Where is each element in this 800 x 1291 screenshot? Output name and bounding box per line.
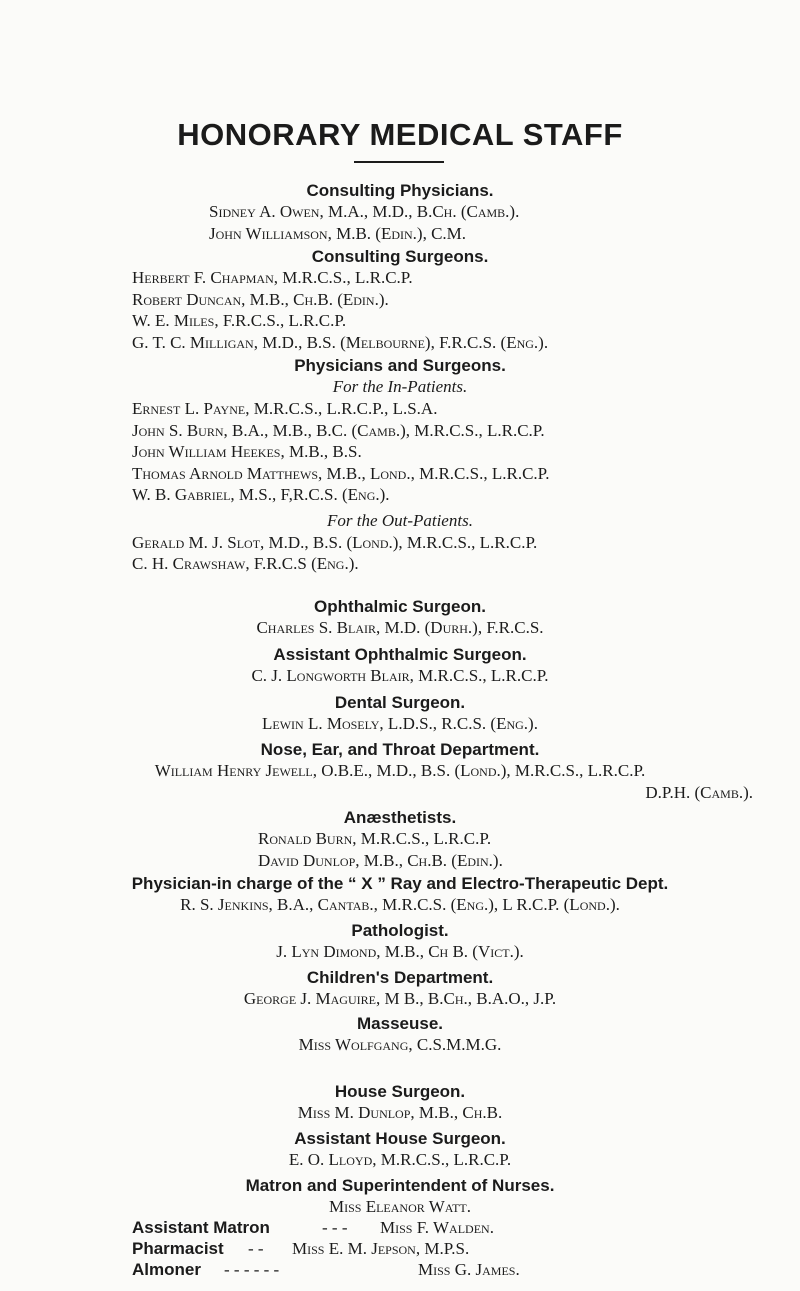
staff-line: Herbert F. Chapman, M.R.C.S., L.R.C.P. <box>132 268 413 287</box>
section-house-surgeon <box>0 1081 800 1124</box>
staff-line: Gerald M. J. Slot, M.D., B.S. (Lond.), M.R.C.S., L.R.C.P. <box>132 532 538 552</box>
row-value: Miss F. Walden. <box>380 1218 494 1237</box>
section-heading: Consulting Surgeons. <box>311 247 489 266</box>
section-heading: Pathologist. <box>351 921 449 940</box>
section-heading: Masseuse. <box>357 1014 443 1033</box>
staff-line: George J. Maguire, M B., B.Ch., B.A.O., J.P. <box>243 989 557 1008</box>
section-physicians-surgeons <box>0 355 800 575</box>
staff-line: C. H. Crawshaw, F.R.C.S (Eng.). <box>132 554 359 573</box>
row-leader: - - - <box>322 1218 348 1237</box>
row-leader: - - <box>248 1239 264 1258</box>
staff-line: C. J. Longworth Blair, M.R.C.S., L.R.C.P. <box>251 666 549 685</box>
row-value: Miss E. M. Jepson, M.P.S. <box>292 1239 470 1258</box>
row-label: Assistant Matron <box>132 1218 270 1237</box>
page-title: HONORARY MEDICAL STAFF <box>177 117 623 152</box>
section-heading: Children's Department. <box>306 968 494 987</box>
section-anaesthetists <box>0 807 800 871</box>
section-heading: Assistant Ophthalmic Surgeon. <box>273 645 527 664</box>
staff-line: David Dunlop, M.B., Ch.B. (Edin.). <box>258 850 503 870</box>
staff-line: Robert Duncan, M.B., Ch.B. (Edin.). <box>132 289 389 309</box>
section-heading: House Surgeon. <box>334 1082 466 1101</box>
staff-line: E. O. Lloyd, M.R.C.S., L.R.C.P. <box>288 1150 512 1169</box>
staff-line: Lewin L. Mosely, L.D.S., R.C.S. (Eng.). <box>262 714 538 733</box>
staff-line: John William Heekes, M.B., B.S. <box>132 442 362 461</box>
section-heading: Nose, Ear, and Throat Department. <box>260 740 540 759</box>
in-patients-label: For the In-Patients. <box>332 377 468 396</box>
staff-line: John Williamson, M.B. (Edin.), C.M. <box>209 223 467 243</box>
section-pathologist <box>0 920 800 963</box>
section-heading: Consulting Physicians. <box>306 181 494 200</box>
staff-line: J. Lyn Dimond, M.B., Ch B. (Vict.). <box>276 942 524 961</box>
staff-line: W. B. Gabriel, M.S., F,R.C.S. (Eng.). <box>132 485 390 504</box>
section-nose-ear-throat <box>0 739 800 803</box>
section-childrens-department <box>0 967 800 1010</box>
staff-row-assistant-matron <box>132 1217 692 1238</box>
section-heading: Assistant House Surgeon. <box>294 1129 506 1148</box>
section-heading: Physician-in charge of the “ X ” Ray and Electro-Therapeutic Dept. <box>131 874 669 893</box>
staff-line-continuation: D.P.H. (Camb.). <box>645 782 753 802</box>
section-heading: Dental Surgeon. <box>334 693 466 712</box>
section-ophthalmic-surgeon <box>0 596 800 639</box>
section-masseuse <box>0 1013 800 1056</box>
staff-line: W. E. Miles, F.R.C.S., L.R.C.P. <box>132 311 347 330</box>
staff-row-pharmacist <box>132 1238 692 1259</box>
staff-line: R. S. Jenkins, B.A., Cantab., M.R.C.S. (Eng.), L R.C.P. (Lond.). <box>180 895 620 914</box>
staff-line: Sidney A. Owen, M.A., M.D., B.Ch. (Camb.). <box>209 202 520 221</box>
title-divider <box>354 161 444 163</box>
staff-line: Ronald Burn, M.R.C.S., L.R.C.P. <box>258 829 492 848</box>
section-heading: Anæsthetists. <box>343 808 457 827</box>
staff-line: Ernest L. Payne, M.R.C.S., L.R.C.P., L.S.A. <box>132 399 438 418</box>
staff-line: G. T. C. Milligan, M.D., B.S. (Melbourne), F.R.C.S. (Eng.). <box>132 332 549 352</box>
staff-row-almoner <box>132 1259 692 1280</box>
section-matron <box>0 1175 800 1218</box>
section-xray <box>0 873 800 916</box>
row-label: Pharmacist <box>132 1239 224 1258</box>
section-heading: Ophthalmic Surgeon. <box>314 597 486 616</box>
section-consulting-surgeons <box>0 246 800 353</box>
staff-line: Miss Eleanor Watt. <box>329 1197 471 1216</box>
section-assistant-ophthalmic-surgeon <box>0 644 800 687</box>
section-assistant-house-surgeon <box>0 1128 800 1171</box>
staff-line: Miss Wolfgang, C.S.M.M.G. <box>298 1035 502 1054</box>
staff-line: Charles S. Blair, M.D. (Durh.), F.R.C.S. <box>256 618 544 637</box>
section-heading: Physicians and Surgeons. <box>294 356 506 375</box>
row-value: Miss G. James. <box>418 1260 520 1279</box>
row-leader: - - - - - - <box>224 1260 280 1279</box>
row-label: Almoner <box>132 1260 201 1279</box>
section-dental-surgeon <box>0 692 800 735</box>
staff-line: Thomas Arnold Matthews, M.B., Lond., M.R.C.S., L.R.C.P. <box>132 463 550 483</box>
out-patients-label: For the Out-Patients. <box>327 510 473 530</box>
staff-line: William Henry Jewell, O.B.E., M.D., B.S. (Lond.), M.R.C.S., L.R.C.P. <box>154 761 646 780</box>
section-consulting-physicians <box>0 180 800 244</box>
section-heading: Matron and Superintendent of Nurses. <box>245 1176 555 1195</box>
staff-line: Miss M. Dunlop, M.B., Ch.B. <box>297 1103 503 1122</box>
staff-line: John S. Burn, B.A., M.B., B.C. (Camb.), M.R.C.S., L.R.C.P. <box>132 420 545 440</box>
